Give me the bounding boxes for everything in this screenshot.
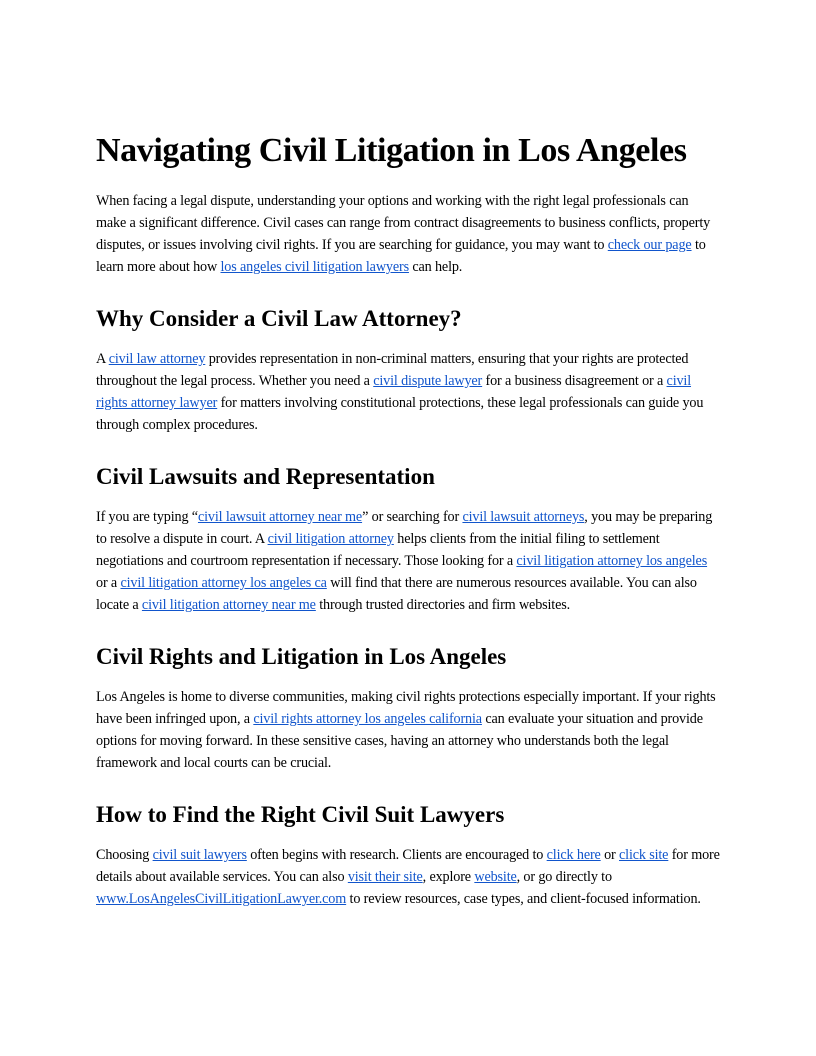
intro-text-1: When facing a legal dispute, understanding your options and working with the right legal professionals can make a significant difference. Civil cases can range from contract disagreements to business conflicts, property disputes, or issues involving civil rights. If you are searching for guidance, you may want to xyxy=(96,193,711,253)
page-title: Navigating Civil Litigation in Los Angeles xyxy=(96,132,687,169)
civil-litigation-attorney-link[interactable]: civil litigation attorney xyxy=(267,531,394,547)
section-heading-civil-lawsuits: Civil Lawsuits and Representation xyxy=(96,464,435,489)
click-here-link[interactable]: click here xyxy=(546,847,601,863)
s3-text-2: can evaluate your situation and provide options for moving forward. In these sensitive cases, having an attorney who understands both the legal framework and local courts can be crucial. xyxy=(96,711,703,771)
s4-text-1: Choosing xyxy=(96,847,153,863)
section-paragraph-civil-law-attorney xyxy=(96,348,720,436)
s1-text-1: A xyxy=(96,351,109,367)
intro-paragraph xyxy=(96,190,720,278)
website-link[interactable]: website xyxy=(474,869,517,885)
civil-litigation-attorney-near-me-link[interactable]: civil litigation attorney near me xyxy=(141,597,316,613)
s4-text-6: , or go directly to xyxy=(516,869,612,885)
s2-text-7: through trusted directories and firm websites. xyxy=(315,597,571,613)
s1-text-4: for matters involving constitutional protections, these legal professionals can guide you through complex procedures. xyxy=(96,395,704,433)
s2-text-2: ” or searching for xyxy=(362,509,463,525)
civil-rights-attorney-la-california-link[interactable]: civil rights attorney los angeles california xyxy=(253,711,482,727)
s3-text-1: Los Angeles is home to diverse communities, making civil rights protections especially important. If your rights have been infringed upon, a xyxy=(96,689,716,727)
civil-lawsuit-attorneys-link[interactable]: civil lawsuit attorneys xyxy=(462,509,585,525)
section-heading-civil-rights: Civil Rights and Litigation in Los Angeles xyxy=(96,644,507,669)
civil-law-attorney-link[interactable]: civil law attorney xyxy=(108,351,206,367)
civil-suit-lawyers-link[interactable]: civil suit lawyers xyxy=(152,847,247,863)
section-paragraph-civil-suit-lawyers xyxy=(96,844,720,910)
s2-text-3: , you may be preparing to resolve a dispute in court. A xyxy=(96,509,713,547)
s1-text-2: provides representation in non-criminal matters, ensuring that your rights are protected throughout the legal process. Whether you need a xyxy=(96,351,689,389)
civil-litigation-attorney-los-angeles-link[interactable]: civil litigation attorney los angeles xyxy=(516,553,708,569)
visit-their-site-link[interactable]: visit their site xyxy=(347,869,423,885)
la-civil-litigation-lawyers-link[interactable]: los angeles civil litigation lawyers xyxy=(220,259,409,275)
s4-text-5: , explore xyxy=(422,869,475,885)
section-heading-civil-law-attorney: Why Consider a Civil Law Attorney? xyxy=(96,306,462,331)
section-paragraph-civil-rights xyxy=(96,686,720,774)
section-heading-civil-suit-lawyers: How to Find the Right Civil Suit Lawyers xyxy=(96,802,505,827)
intro-text-3: can help. xyxy=(408,259,463,275)
civil-dispute-lawyer-link[interactable]: civil dispute lawyer xyxy=(373,373,483,389)
civil-lawsuit-attorney-near-me-link[interactable]: civil lawsuit attorney near me xyxy=(197,509,363,525)
document-page xyxy=(96,128,720,936)
civil-litigation-attorney-los-angeles-ca-link[interactable]: civil litigation attorney los angeles ca xyxy=(120,575,327,591)
s2-text-1: If you are typing “ xyxy=(96,509,198,525)
s4-text-2: often begins with research. Clients are encouraged to xyxy=(246,847,547,863)
s2-text-6: will find that there are numerous resources available. You can also locate a xyxy=(96,575,697,613)
civil-rights-attorney-lawyer-link[interactable]: civil rights attorney lawyer xyxy=(96,373,692,411)
s2-text-4: helps clients from the initial filing to settlement negotiations and courtroom representation if necessary. Those looking for a xyxy=(96,531,660,569)
s1-text-3: for a business disagreement or a xyxy=(482,373,667,389)
click-site-link[interactable]: click site xyxy=(619,847,669,863)
s4-text-7: to review resources, case types, and client-focused information. xyxy=(346,891,701,907)
s2-text-5: or a xyxy=(96,575,121,591)
check-our-page-link[interactable]: check our page xyxy=(607,237,692,253)
s4-text-4: for more details about available services. You can also xyxy=(96,847,720,885)
la-civil-litigation-lawyer-site-link[interactable]: www.LosAngelesCivilLitigationLawyer.com xyxy=(96,891,347,907)
intro-text-2: to learn more about how xyxy=(96,237,706,275)
section-paragraph-civil-lawsuits xyxy=(96,506,720,616)
s4-text-3: or xyxy=(600,847,619,863)
